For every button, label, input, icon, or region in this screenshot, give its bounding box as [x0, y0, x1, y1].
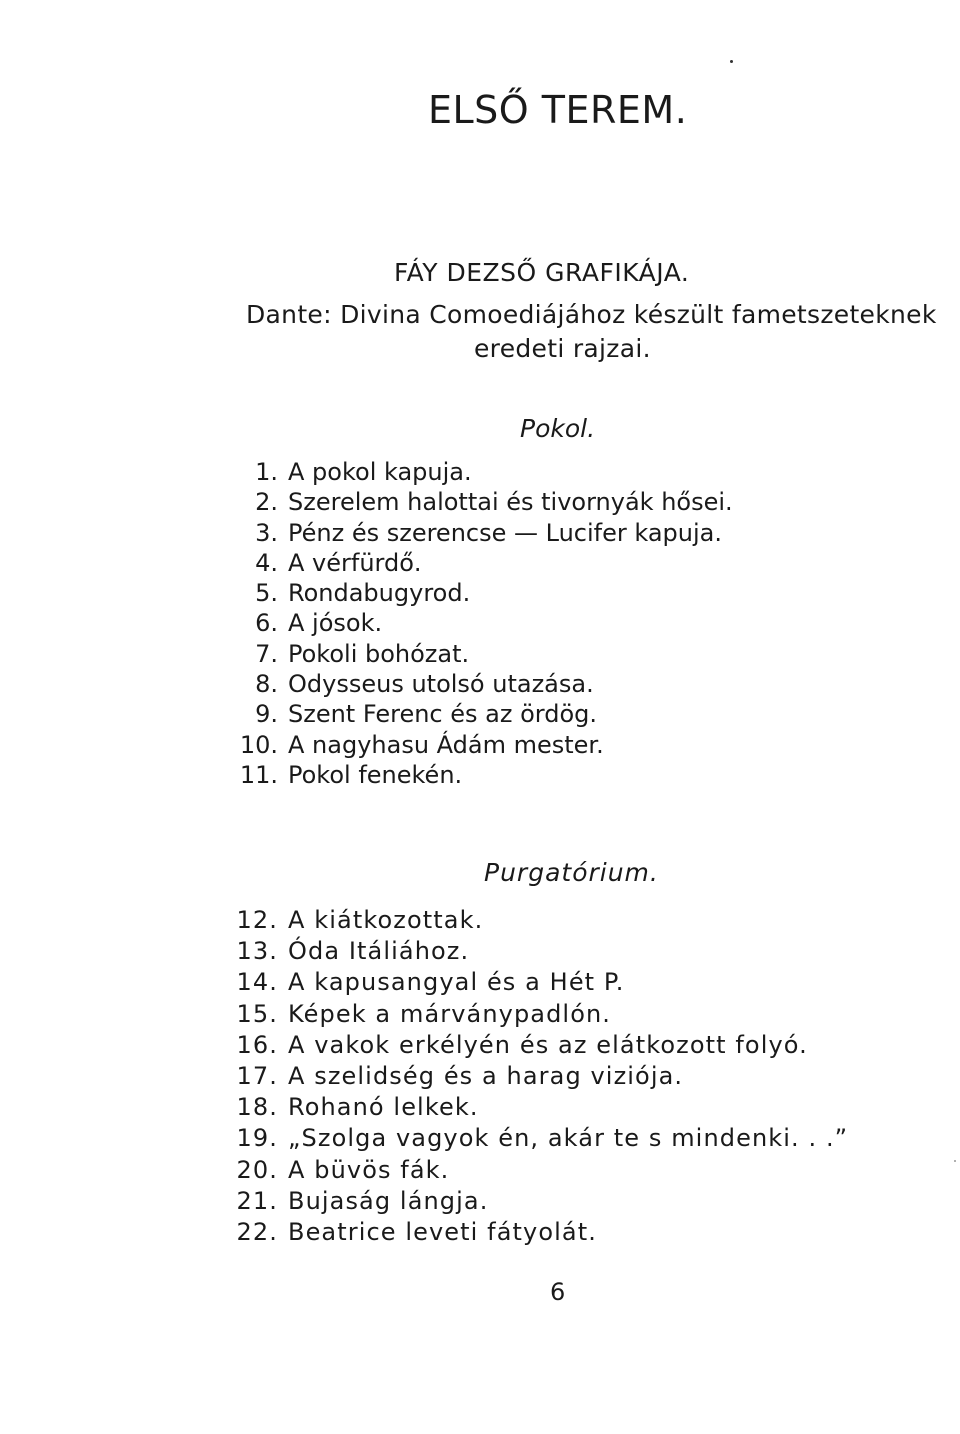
list-item — [232, 1123, 848, 1154]
list-item — [232, 457, 733, 487]
item-number: 1. — [255, 458, 278, 486]
item-number: 17. — [236, 1061, 278, 1090]
item-title: Bujaság lángja. — [288, 1186, 489, 1215]
subtitle-line-1: Dante: Divina Comoediájához készült fametszeteknek — [246, 300, 937, 329]
item-number: 12. — [236, 906, 278, 934]
item-title: Pénz és szerencse — Lucifer kapuja. — [288, 518, 722, 547]
ink-speck — [730, 60, 733, 63]
list-item — [232, 967, 848, 998]
pokol-list — [232, 457, 733, 790]
item-title: Szerelem halottai és tivornyák hősei. — [288, 488, 733, 517]
list-item — [232, 487, 733, 517]
item-number: 19. — [236, 1124, 278, 1153]
list-item — [232, 1186, 848, 1217]
item-number: 18. — [236, 1093, 278, 1122]
list-item — [232, 760, 733, 790]
item-number: 8. — [255, 670, 278, 699]
page-title: ELSŐ TEREM. — [428, 88, 688, 132]
item-title: Pokol fenekén. — [288, 760, 463, 789]
item-title: Pokoli bohózat. — [288, 639, 470, 668]
item-number: 2. — [255, 488, 278, 517]
item-number: 11. — [239, 760, 278, 789]
item-number: 3. — [255, 518, 278, 547]
item-number: 6. — [255, 609, 278, 638]
list-item — [232, 730, 733, 760]
item-title: Rondabugyrod. — [288, 579, 471, 608]
item-title: A vakok erkélyén és az elátkozott folyó. — [288, 1030, 808, 1059]
item-number: 13. — [236, 937, 278, 966]
item-title: „Szolga vagyok én, akár te s mindenki. . .” — [288, 1124, 849, 1153]
item-title: A kiátkozottak. — [288, 906, 484, 934]
item-number: 15. — [236, 999, 278, 1028]
item-number: 7. — [255, 639, 278, 668]
item-title: A pokol kapuja. — [288, 458, 472, 486]
item-number: 20. — [236, 1155, 278, 1184]
list-item — [232, 548, 733, 578]
list-item — [232, 905, 848, 936]
item-number: 16. — [236, 1030, 278, 1059]
item-number: 10. — [239, 730, 278, 759]
item-number: 4. — [255, 548, 278, 577]
item-title: A jósok. — [288, 609, 383, 638]
item-number: 5. — [255, 579, 278, 608]
item-title: Beatrice leveti fátyolát. — [288, 1217, 597, 1246]
list-item — [232, 999, 848, 1030]
artist-heading: FÁY DEZSŐ GRAFIKÁJA. — [394, 258, 690, 287]
item-title: A vérfürdő. — [288, 548, 422, 577]
list-item — [232, 639, 733, 669]
list-item — [232, 578, 733, 608]
purgatorium-list — [232, 905, 848, 1248]
item-title: A kapusangyal és a Hét P. — [288, 968, 625, 997]
list-item — [232, 1092, 848, 1123]
item-title: Rohanó lelkek. — [288, 1093, 479, 1122]
section-heading-purgatorium: Purgatórium. — [484, 858, 659, 887]
list-item — [232, 1061, 848, 1092]
list-item — [232, 518, 733, 548]
item-number: 9. — [255, 700, 278, 729]
item-number: 14. — [236, 968, 278, 997]
list-item — [232, 1155, 848, 1186]
list-item — [232, 669, 733, 699]
item-number: 22. — [236, 1217, 278, 1246]
list-item — [232, 1217, 848, 1248]
item-title: Óda Itáliához. — [288, 937, 470, 966]
item-title: A nagyhasu Ádám mester. — [288, 730, 604, 759]
list-item — [232, 936, 848, 967]
item-title: A büvös fák. — [288, 1155, 450, 1184]
item-title: Képek a márványpadlón. — [288, 999, 612, 1028]
item-title: A szelidség és a harag viziója. — [288, 1061, 684, 1090]
section-heading-pokol: Pokol. — [520, 414, 596, 443]
list-item — [232, 608, 733, 638]
ink-speck — [954, 1160, 956, 1162]
item-title: Szent Ferenc és az ördög. — [288, 700, 597, 729]
subtitle-line-2: eredeti rajzai. — [474, 334, 651, 363]
item-number: 21. — [236, 1186, 278, 1215]
page-number: 6 — [550, 1278, 566, 1306]
list-item — [232, 1030, 848, 1061]
item-title: Odysseus utolsó utazása. — [288, 670, 594, 699]
list-item — [232, 699, 733, 729]
